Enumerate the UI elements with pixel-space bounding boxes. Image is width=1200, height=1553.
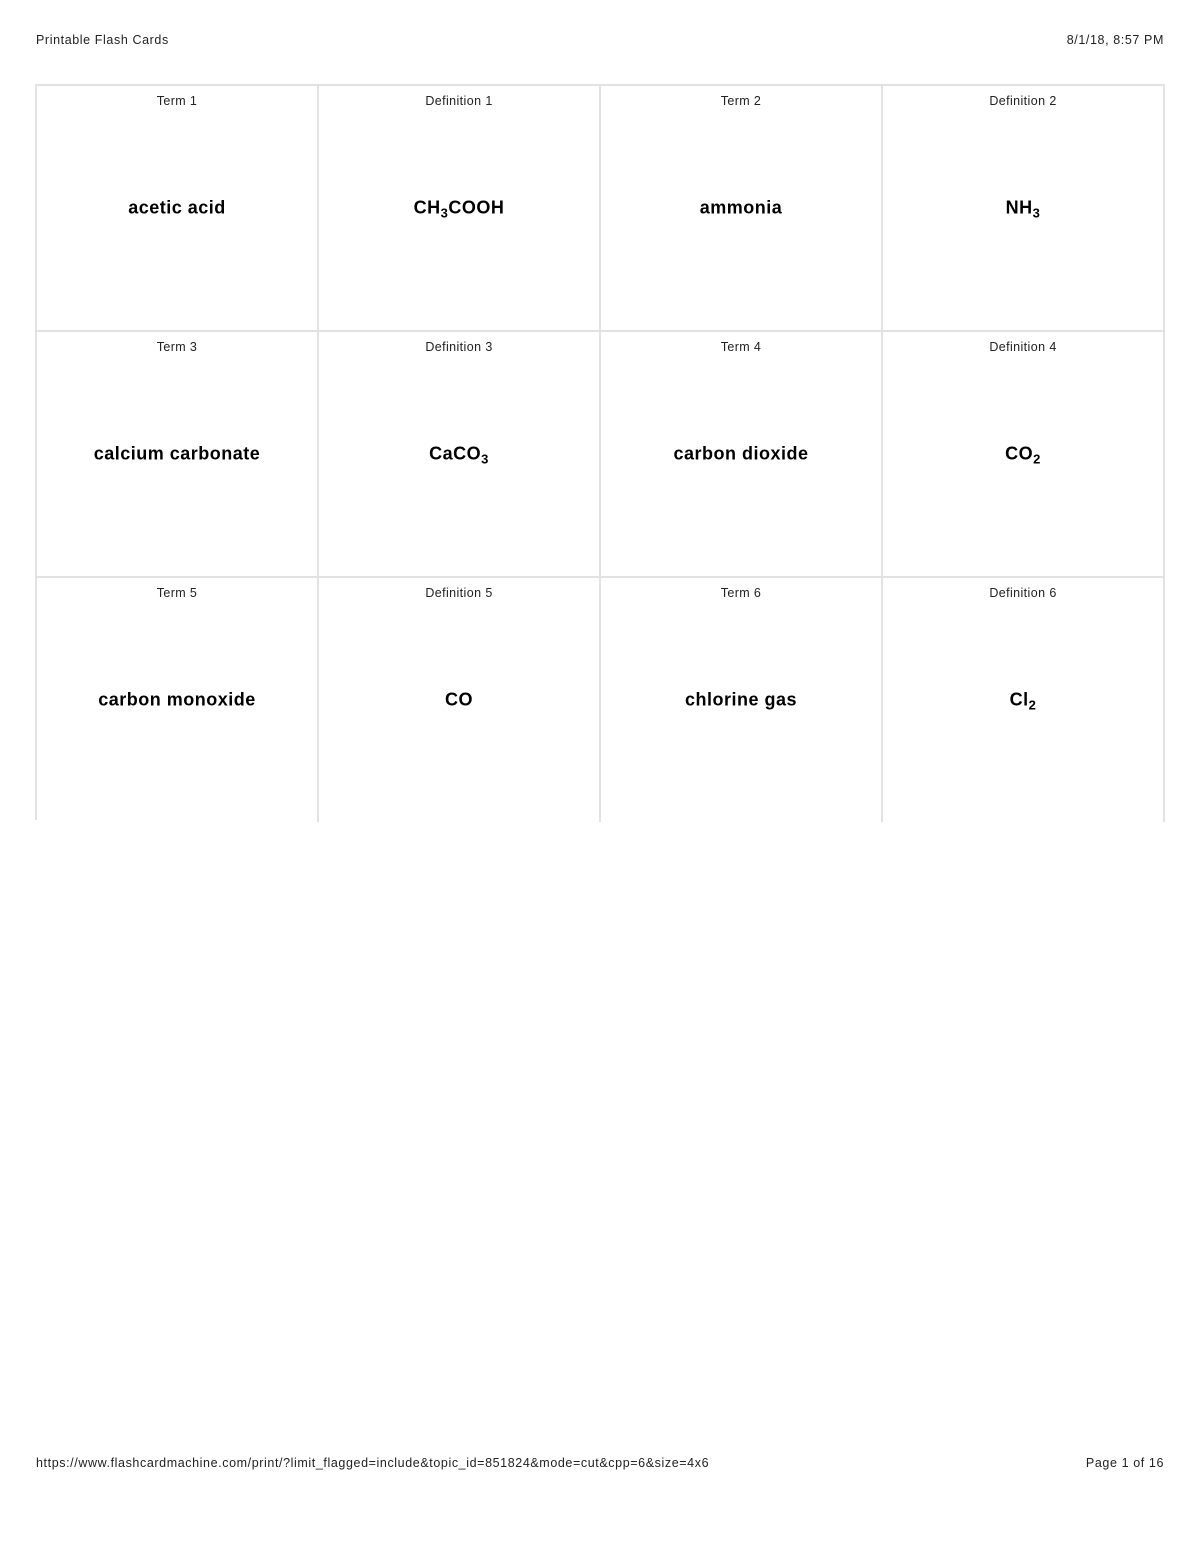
card-content [601,444,881,465]
card-label: Term 5 [156,586,198,600]
subscript: 2 [1028,697,1037,713]
page-number: Page 1 of 16 [1085,1456,1164,1470]
term-card [601,332,883,578]
card-text: ammonia [699,197,783,218]
card-content [319,690,599,711]
card-label: Definition 2 [989,94,1057,108]
card-text: carbon dioxide [673,443,809,464]
card-content [319,444,599,465]
card-text: Cl [1009,689,1029,710]
card-text: CaCO [429,443,482,464]
term-card [601,86,883,332]
card-text: COOH [448,197,505,218]
card-label: Definition 6 [989,586,1057,600]
page-url: https://www.flashcardmachine.com/print/?limit_flagged=include&topic_id=851824&mode=cut&cpp=6&size=4x6 [36,1456,710,1470]
card-label: Term 2 [720,94,762,108]
card-content [37,444,317,465]
flash-card-grid [35,84,1165,820]
card-text: chlorine gas [684,689,798,710]
card-content [37,198,317,219]
card-label: Definition 4 [989,340,1057,354]
card-label: Term 1 [156,94,198,108]
card-label: Term 4 [720,340,762,354]
page-footer [36,1456,1164,1474]
term-card [601,578,883,822]
page-header [36,33,1164,51]
card-label: Definition 3 [425,340,493,354]
definition-card [319,578,601,822]
subscript: 3 [481,451,489,467]
definition-card [883,578,1165,822]
card-text: acetic acid [128,197,226,218]
card-content [883,690,1163,711]
page-title: Printable Flash Cards [36,33,169,47]
card-text: calcium carbonate [93,443,261,464]
definition-card [319,86,601,332]
subscript: 3 [1032,205,1041,221]
definition-card [319,332,601,578]
definition-card [883,332,1165,578]
card-label: Definition 1 [425,94,493,108]
card-label: Term 3 [156,340,198,354]
term-card [37,332,319,578]
card-content [601,690,881,711]
card-text: CO [1005,443,1034,464]
card-content [37,690,317,711]
term-card [37,578,319,822]
card-content [883,198,1163,219]
subscript: 2 [1033,451,1041,467]
card-text: NH [1005,197,1033,218]
card-content [883,444,1163,465]
card-label: Definition 5 [425,586,493,600]
print-timestamp: 8/1/18, 8:57 PM [1066,33,1164,47]
card-text: CH [413,197,441,218]
subscript: 3 [440,205,449,221]
card-content [601,198,881,219]
card-content [319,198,599,219]
definition-card [883,86,1165,332]
card-text: CO [445,689,473,710]
card-text: carbon monoxide [98,689,256,710]
term-card [37,86,319,332]
card-label: Term 6 [720,586,762,600]
